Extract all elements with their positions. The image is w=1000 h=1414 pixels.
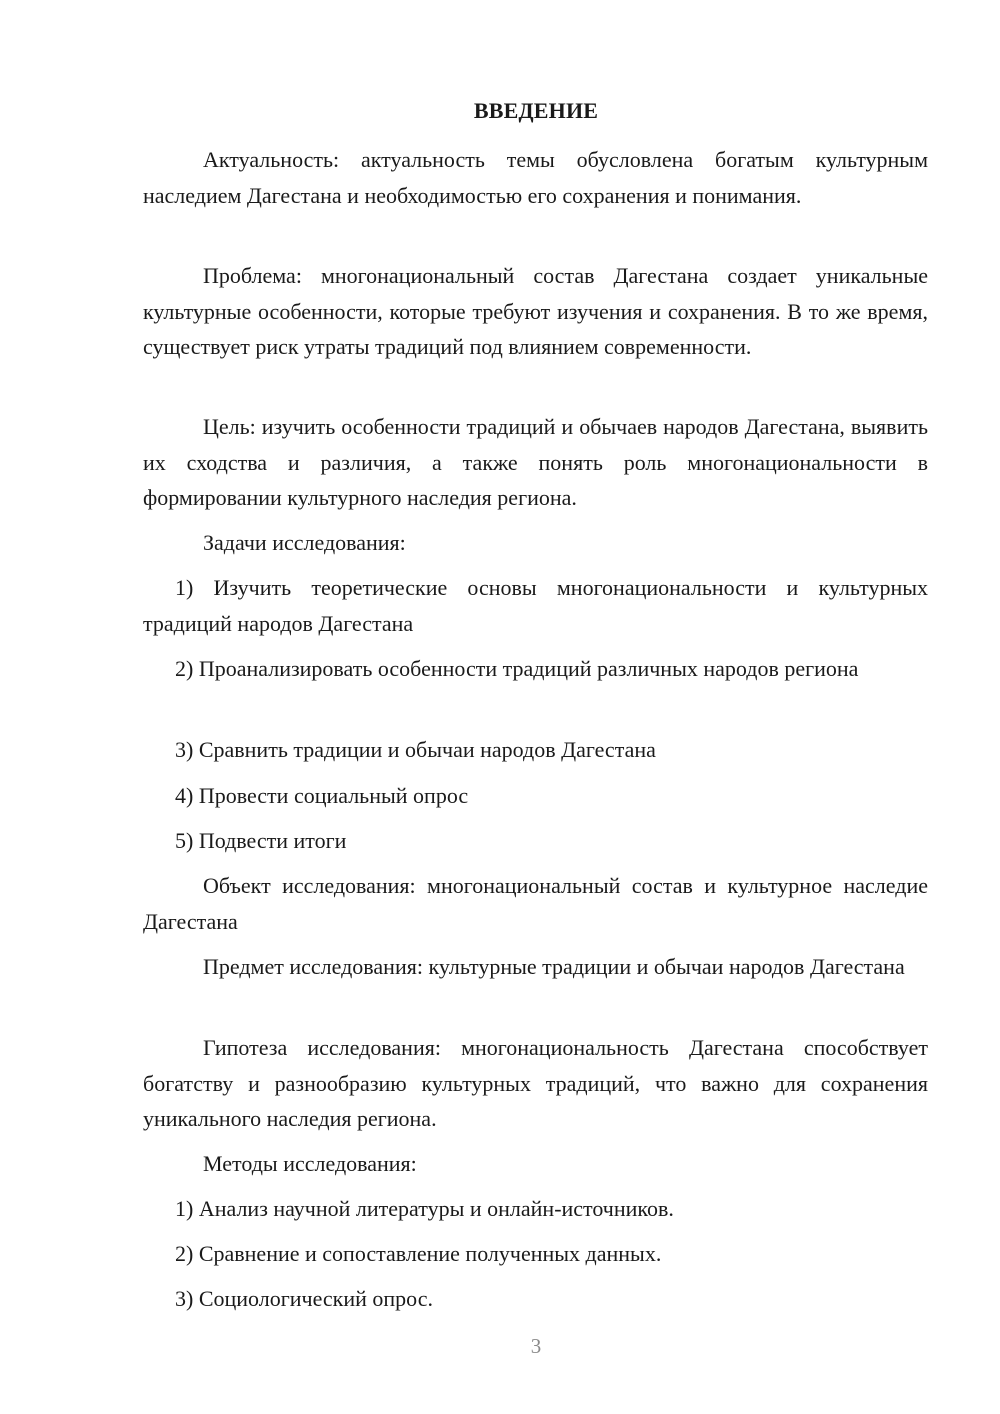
paragraph-object: Объект исследования: многонациональный состав и культурное наследие Дагестана — [143, 873, 928, 934]
list-item-method-1: 1) Анализ научной литературы и онлайн-источников. — [175, 1196, 674, 1221]
list-item-task-4: 4) Провести социальный опрос — [175, 783, 469, 808]
paragraph-relevance: Актуальность: актуальность темы обусловлена богатым культурным наследием Дагестана и необходимостью его сохранения и понимания. — [143, 147, 928, 208]
list-item-method-3: 3) Социологический опрос. — [175, 1286, 433, 1311]
list-item-method-2: 2) Сравнение и сопоставление полученных данных. — [175, 1241, 662, 1266]
page-number: 3 — [530, 1334, 542, 1358]
paragraph-hypothesis: Гипотеза исследования: многонациональность Дагестана способствует богатству и разнообразию культурных традиций, что важно для сохранения уникального наследия региона. — [143, 1035, 928, 1131]
methods-heading: Методы исследования: — [203, 1151, 417, 1176]
tasks-heading: Задачи исследования: — [203, 530, 406, 555]
paragraph-goal: Цель: изучить особенности традиций и обычаев народов Дагестана, выявить их сходства и различия, а также понять роль многонациональности в формировании культурного наследия региона. — [143, 414, 928, 510]
list-item-task-2: 2) Проанализировать особенности традиций различных народов региона — [175, 656, 859, 681]
paragraph-subject: Предмет исследования: культурные традиции и обычаи народов Дагестана — [203, 954, 905, 979]
list-item-task-5: 5) Подвести итоги — [175, 828, 347, 853]
list-item-task-1: 1) Изучить теоретические основы многонациональности и культурных традиций народов Дагестана — [143, 575, 928, 636]
page-title: ВВЕДЕНИЕ — [473, 98, 599, 123]
paragraph-problem: Проблема: многонациональный состав Дагестана создает уникальные культурные особенности, которые требуют изучения и сохранения. В то же время, существует риск утраты традиций под влиянием современности. — [143, 263, 928, 359]
list-item-task-3: 3) Сравнить традиции и обычаи народов Дагестана — [175, 737, 656, 762]
